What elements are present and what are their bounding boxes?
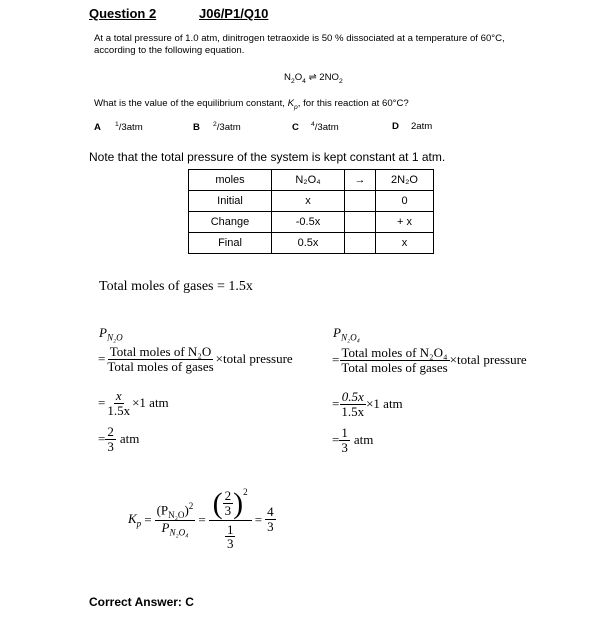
p-n2o-step-1: = $\frac{\text{Total moles of N₂O}}{\text{Total moles of gases}}$ ×total pressure xyxy=(98,344,293,374)
equilibrium-arrow-icon: ⇌ xyxy=(308,72,317,83)
p-n2o4-step-2: = $\frac{0.5x}{1.5x}$ ×1 atm xyxy=(332,389,403,419)
ice-table xyxy=(188,169,434,254)
question-line-2: according to the following equation. xyxy=(94,45,245,56)
p-n2o4-label: $P_{N_2O_4}$ xyxy=(333,325,360,343)
p-n2o-label: $P_{N_2O}$ xyxy=(99,325,123,343)
question-line-1: At a total pressure of 1.0 atm, dinitrogen tetraoxide is 50 % dissociated at a temperature of 60°C, xyxy=(94,33,505,44)
option-c[interactable]: C $^4$/3atm xyxy=(292,121,339,134)
table-header-cell: moles xyxy=(189,170,272,191)
p-n2o4-result: = $\frac{1}{3}$ atm xyxy=(332,425,374,455)
pressure-note: Note that the total pressure of the system is kept constant at 1 atm. xyxy=(89,150,446,164)
table-row xyxy=(189,212,434,233)
option-d[interactable]: D 2atm xyxy=(392,121,433,132)
table-header-cell: 2N₂O xyxy=(376,170,434,191)
kp-calculation: $K_p$ = $\frac{(P_{N_2O})^2}{P_{N_2O_4}}$ = ( $\frac{2}{3}$ ) $^2$ $\frac{1}{3}$ = $\frac{4}{3}$ xyxy=(128,487,274,552)
table-row xyxy=(189,191,434,212)
question-number: Question 2 xyxy=(89,6,157,21)
correct-answer: Correct Answer: C xyxy=(89,595,194,609)
question-prompt: What is the value of the equilibrium constant, $K_p$, for this reaction at 60°C? xyxy=(94,98,409,111)
table-header-cell: N₂O₄ xyxy=(272,170,345,191)
option-b[interactable]: B $^2$/3atm xyxy=(193,121,241,134)
table-cell: -0.5x xyxy=(272,212,345,233)
p-n2o-result: = $\frac{2}{3}$ atm xyxy=(98,424,140,454)
option-a[interactable]: A $^1$/3atm xyxy=(94,121,143,134)
table-cell xyxy=(345,212,376,233)
p-n2o4-step-1: = $\frac{\text{Total moles of N₂O₄}}{\text{Total moles of gases}}$ ×total pressure xyxy=(332,345,527,375)
table-cell xyxy=(345,191,376,212)
table-cell: Change xyxy=(189,212,272,233)
table-header-cell: → xyxy=(345,170,376,191)
table-cell xyxy=(345,233,376,254)
table-cell: 0 xyxy=(376,191,434,212)
table-cell: Initial xyxy=(189,191,272,212)
question-code: J06/P1/Q10 xyxy=(199,6,269,21)
table-row xyxy=(189,233,434,254)
table-cell: 0.5x xyxy=(272,233,345,254)
table-cell: x xyxy=(272,191,345,212)
table-header-row xyxy=(189,170,434,191)
table-cell: Final xyxy=(189,233,272,254)
total-moles-line: Total moles of gases = 1.5x xyxy=(99,279,253,294)
table-cell: + x xyxy=(376,212,434,233)
reaction-equation: $N_2O_4$ ⇌ $2NO_2$ xyxy=(284,72,343,85)
p-n2o-step-2: = $\frac{x}{1.5x}$ ×1 atm xyxy=(98,388,169,418)
table-cell: x xyxy=(376,233,434,254)
